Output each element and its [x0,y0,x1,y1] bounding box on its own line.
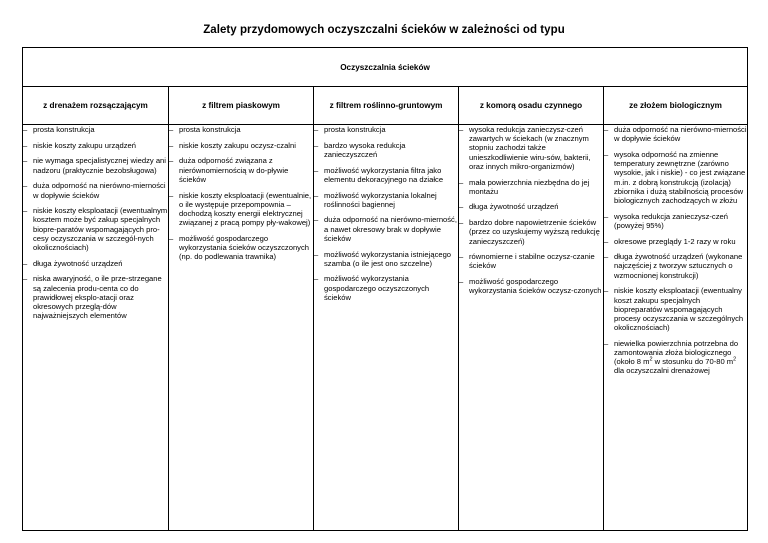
list-item: – mała powierzchnia niezbędna do jej montażu [459,178,603,196]
column-cell-drenaz [23,125,169,531]
list-item: – duża odporność związana z nierównomiernością w do-pływie ścieków [169,156,313,184]
list-item: – niskie koszty eksploatacji (ewentualny koszt zakupu specjalnych biopreparatów wspomagających procesy oczyszczania w szczególnych okolicznościach) [604,286,747,332]
list-item: – długa żywotność urządzeń (wykonane najczęściej z tworzyw sztucznych o wzmocnionej konstrukcji) [604,252,747,280]
list-item: – wysoka redukcja zanieczysz-czeń (powyżej 95%) [604,212,747,230]
advantages-list [23,125,168,320]
list-item: – równomierne i stabilne oczysz-czanie ścieków [459,252,603,270]
column-header-drenaz: z drenażem rozsączającym [23,87,169,125]
column-header-filtr-piaskowy: z filtrem piaskowym [169,87,314,125]
list-item: – bardzo dobre napowietrzenie ścieków (przez co uzyskujemy wyższą redukcję zanieczyszczeń) [459,218,603,246]
list-item: – wysoka odporność na zmienne temperatury zewnętrzne (zarówno wysokie, jak i niskie) - co jest związane m.in. z dobrą konstrukcją (izolacją) zbiornika i dużą stabilnością procesów biologicznych zachodzących w złożu [604,150,747,205]
advantages-list [459,125,603,296]
list-item: – niskie koszty zakupu oczysz-czalni [169,141,313,150]
list-item: – możliwość gospodarczego wykorzystania ścieków oczyszczonych (np. do podlewania trawnika) [169,234,313,262]
list-item: – długa żywotność urządzeń [23,259,168,268]
superscript: 2 [733,356,737,363]
advantages-list [604,125,747,376]
comparison-table [22,47,748,531]
list-item: – prosta konstrukcja [23,125,168,134]
list-item: – duża odporność na nierówno-mierność, a nawet okresowy brak w dopływie ścieków [314,215,458,243]
list-item [604,339,747,376]
list-item-text: w stosunku do 70-80 m [652,357,734,367]
column-header-osad-czynny: z komorą osadu czynnego [459,87,604,125]
list-item: – bardzo wysoka redukcja zanieczyszczeń [314,141,458,159]
column-header-zloze-biologiczne: ze złożem biologicznym [604,87,748,125]
column-header-filtr-roslinny: z filtrem roślinno-gruntowym [314,87,459,125]
list-item-text: dla oczyszczalni drenażowej [614,366,710,376]
list-item: – długa żywotność urządzeń [459,202,603,211]
advantages-list [169,125,313,261]
page-title: Zalety przydomowych oczyszczalni ścieków w zależności od typu [203,24,565,36]
list-item: – prosta konstrukcja [314,125,458,134]
list-item: – możliwość wykorzystania filtra jako elementu dekoracyjnego na działce [314,166,458,184]
list-item: – niska awaryjność, o ile prze-strzegane są zalecenia produ-centa co do prawidłowej eksplo-atacji oraz okresowych przeglą-dów najważniejszych elementów [23,274,168,320]
list-item: – duża odporność na nierówno-mierności w dopływie ścieków [604,125,747,143]
list-item: – okresowe przeglądy 1-2 razy w roku [604,237,747,246]
list-item: – prosta konstrukcja [169,125,313,134]
superscript: 2 [649,356,653,363]
column-cell-filtr-roslinny [314,125,459,531]
list-item: – wysoka redukcja zanieczysz-czeń zawartych w ściekach (w znacznym stopniu zachodzi także unieszkodliwienie wiru-sów, bakterii, oraz innych mikro-organizmów) [459,125,603,171]
list-item: – duża odporność na nierówno-mierności w dopływie ścieków [23,181,168,199]
column-cell-filtr-piaskowy [169,125,314,531]
column-cell-osad-czynny [459,125,604,531]
advantages-list [314,125,458,302]
list-item: – niskie koszty eksploatacji (ewentualnie, o ile występuje przepompownia – dochodzą koszty energii elektrycznej związanej z pracą pompy pły-wakowej) [169,191,313,228]
list-item: – możliwość gospodarczego wykorzystania ścieków oczysz-czonych [459,277,603,295]
list-item: – możliwość wykorzystania gospodarczego oczyszczonych ścieków [314,274,458,302]
list-item: – możliwość wykorzystania lokalnej roślinności bagiennej [314,191,458,209]
list-item: – nie wymaga specjalistycznej wiedzy ani nadzoru (praktycznie bezobsługowa) [23,156,168,174]
table-main-header: Oczyszczalnia ścieków [23,48,748,87]
list-item: – możliwość wykorzystania istniejącego szamba (o ile jest ono szczelne) [314,250,458,268]
list-item: – niskie koszty eksploatacji (ewentualnym kosztem może być zakup specjalnych biopre-paratów wspomagających pro-cesy oczyszczania w szczegól-nych okolicznościach) [23,206,168,252]
list-item: – niskie koszty zakupu urządzeń [23,141,168,150]
column-cell-zloze-biologiczne [604,125,748,531]
list-item-text: niewielka powierzchnia potrzebna do zamontowania złoża biologicznego (około 8 m [614,338,739,367]
